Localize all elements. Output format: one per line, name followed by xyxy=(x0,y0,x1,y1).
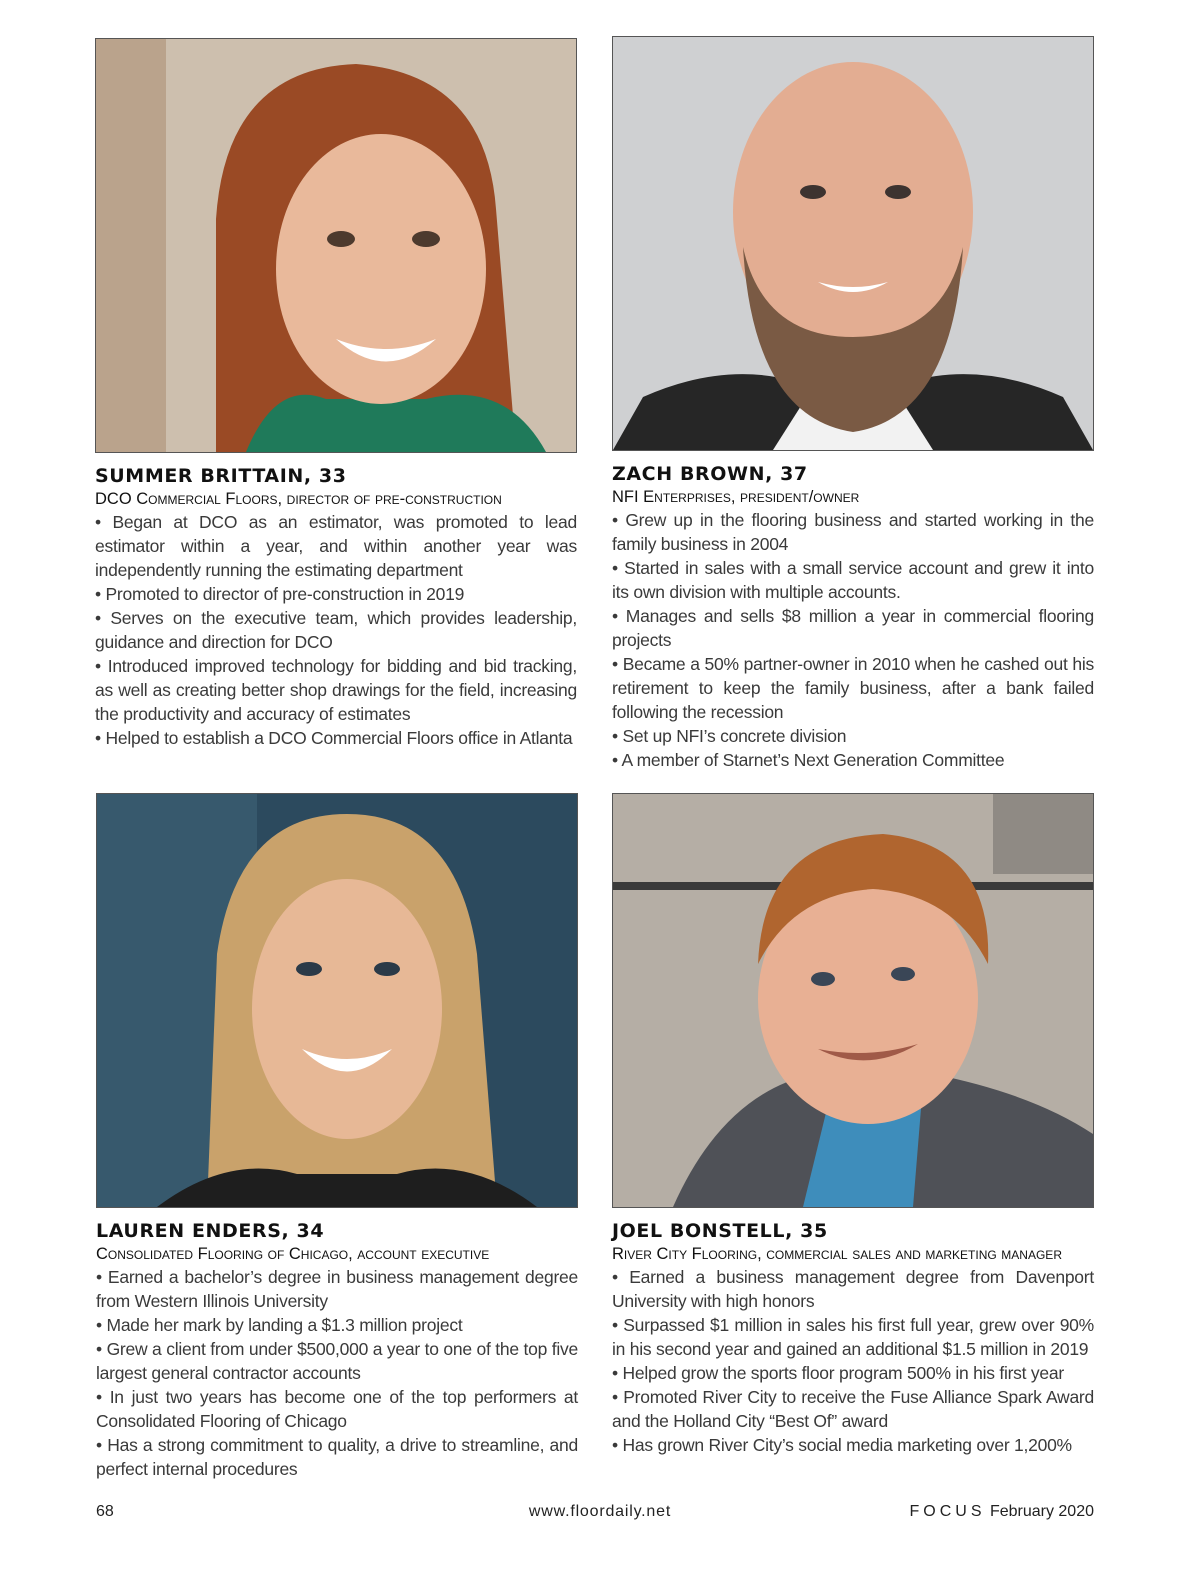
profile-title: NFI Enterprises, president/owner xyxy=(612,488,860,506)
site-url: www.floordaily.net xyxy=(528,1503,672,1520)
bullet-item: • Has grown River City’s social media marketing over 1,200% xyxy=(612,1433,1094,1457)
profile-title: DCO Commercial Floors, director of pre-construction xyxy=(95,490,502,508)
face-shape xyxy=(276,134,486,404)
portrait-photo xyxy=(96,793,578,1208)
portrait-illustration xyxy=(96,39,576,452)
profile-bullets xyxy=(612,508,1094,772)
issue-date: February 2020 xyxy=(989,1503,1094,1520)
bullet-item: • Serves on the executive team, which provides leadership, guidance and direction for DCO xyxy=(95,606,577,654)
bullet-item: • Grew a client from under $500,000 a year to one of the top five largest general contractor accounts xyxy=(96,1337,578,1385)
portrait-illustration xyxy=(613,37,1093,450)
profile-title: Consolidated Flooring of Chicago, account executive xyxy=(96,1245,490,1263)
magazine-name: FOCUS xyxy=(909,1503,986,1520)
bullet-item: • Made her mark by landing a $1.3 million project xyxy=(96,1313,578,1337)
bullet-item: • Manages and sells $8 million a year in commercial flooring projects xyxy=(612,604,1094,652)
bullet-item: • Began at DCO as an estimator, was promoted to lead estimator within a year, and within another year was independently running the estimating department xyxy=(95,510,577,582)
portrait-photo xyxy=(612,36,1094,451)
profile-bullets xyxy=(612,1265,1094,1457)
portrait-illustration xyxy=(97,794,577,1207)
bullet-item: • In just two years has become one of the top performers at Consolidated Flooring of Chicago xyxy=(96,1385,578,1433)
portrait-photo xyxy=(612,793,1094,1208)
bullet-item: • Became a 50% partner-owner in 2010 when he cashed out his retirement to keep the family business, after a bank failed following the recession xyxy=(612,652,1094,724)
face-shape xyxy=(252,879,442,1139)
profile-card xyxy=(96,793,578,1481)
portrait-photo xyxy=(95,38,577,453)
bullet-item: • Earned a business management degree from Davenport University with high honors xyxy=(612,1265,1094,1313)
bullet-item: • Earned a bachelor’s degree in business management degree from Western Illinois University xyxy=(96,1265,578,1313)
bullet-item: • Helped grow the sports floor program 500% in his first year xyxy=(612,1361,1094,1385)
profile-bullets xyxy=(96,1265,578,1481)
issue-info xyxy=(909,1503,1094,1521)
profile-name: LAUREN ENDERS, 34 xyxy=(96,1220,325,1242)
bullet-item: • Grew up in the flooring business and started working in the family business in 2004 xyxy=(612,508,1094,556)
profile-name: ZACH BROWN, 37 xyxy=(612,463,808,485)
profile-bullets xyxy=(95,510,577,750)
profile-card xyxy=(612,793,1094,1457)
profile-title: River City Flooring, commercial sales and marketing manager xyxy=(612,1245,1062,1263)
profile-name: SUMMER BRITTAIN, 33 xyxy=(95,465,347,487)
bullet-item: • A member of Starnet’s Next Generation Committee xyxy=(612,748,1094,772)
bullet-item: • Surpassed $1 million in sales his first full year, grew over 90% in his second year and gained an additional $1.5 million in 2019 xyxy=(612,1313,1094,1361)
portrait-illustration xyxy=(613,794,1093,1207)
profile-name: JOEL BONSTELL, 35 xyxy=(612,1220,828,1242)
bullet-item: • Set up NFI’s concrete division xyxy=(612,724,1094,748)
bullet-item: • Started in sales with a small service account and grew it into its own division with multiple accounts. xyxy=(612,556,1094,604)
bullet-item: • Introduced improved technology for bidding and bid tracking, as well as creating better shop drawings for the field, increasing the productivity and accuracy of estimates xyxy=(95,654,577,726)
profile-card xyxy=(95,38,577,750)
bullet-item: • Promoted to director of pre-construction in 2019 xyxy=(95,582,577,606)
page-number: 68 xyxy=(96,1503,114,1520)
profile-card xyxy=(612,36,1094,772)
bullet-item: • Promoted River City to receive the Fuse Alliance Spark Award and the Holland City “Best Of” award xyxy=(612,1385,1094,1433)
bullet-item: • Helped to establish a DCO Commercial Floors office in Atlanta xyxy=(95,726,577,750)
bullet-item: • Has a strong commitment to quality, a drive to streamline, and perfect internal procedures xyxy=(96,1433,578,1481)
